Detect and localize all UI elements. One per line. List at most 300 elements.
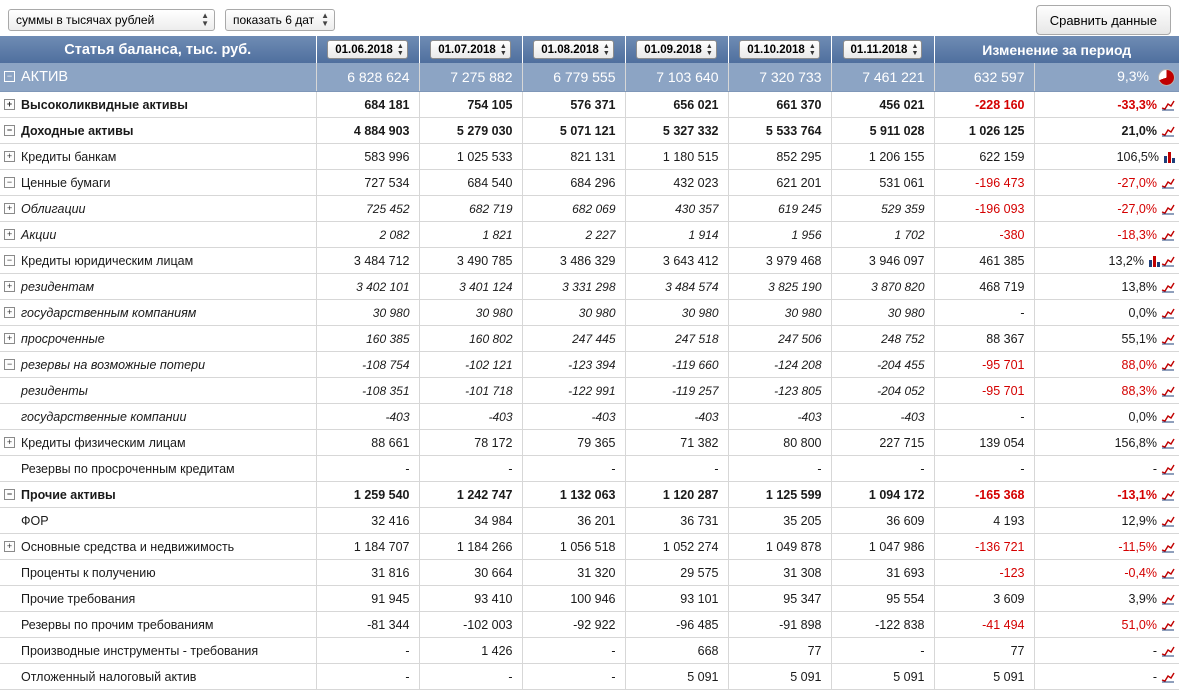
percent-value: 88,3% bbox=[1121, 383, 1157, 398]
table-row[interactable] bbox=[0, 638, 1179, 664]
change-value-cell: -196 473 bbox=[934, 170, 1034, 196]
collapse-toggle[interactable]: − bbox=[4, 489, 15, 500]
change-value-cell: -95 701 bbox=[934, 352, 1034, 378]
value-cell: 430 357 bbox=[625, 196, 728, 222]
table-row[interactable] bbox=[0, 612, 1179, 638]
sparkline-icon bbox=[1162, 282, 1175, 293]
sparkline-icon bbox=[1162, 620, 1175, 631]
value-cell: -102 003 bbox=[419, 612, 522, 638]
value-cell: 1 206 155 bbox=[831, 144, 934, 170]
percent-value: 9,3% bbox=[1117, 68, 1149, 85]
change-value-cell: 77 bbox=[934, 638, 1034, 664]
change-percent-cell bbox=[1034, 534, 1179, 560]
expand-toggle[interactable]: + bbox=[4, 281, 15, 292]
sparkline-icon bbox=[1162, 308, 1175, 319]
value-cell: 1 184 266 bbox=[419, 534, 522, 560]
row-label: Прочие активы bbox=[21, 487, 116, 502]
row-icons[interactable] bbox=[1162, 464, 1175, 475]
bar-chart-icon bbox=[1149, 256, 1160, 267]
change-value-cell: 468 719 bbox=[934, 274, 1034, 300]
amount-units-value: суммы в тысячах рублей bbox=[16, 13, 155, 27]
row-icons[interactable] bbox=[1162, 126, 1175, 137]
header-date-1[interactable] bbox=[419, 36, 522, 63]
percent-value: -27,0% bbox=[1117, 175, 1157, 190]
change-value-cell: -165 368 bbox=[934, 482, 1034, 508]
row-label: Проценты к получению bbox=[21, 565, 156, 580]
percent-value: 13,8% bbox=[1121, 279, 1157, 294]
table-row[interactable] bbox=[0, 482, 1179, 508]
chevron-updown-icon: ▲ ▼ bbox=[396, 42, 404, 57]
chevron-updown-icon: ▲ ▼ bbox=[705, 42, 713, 57]
change-value-cell: 461 385 bbox=[934, 248, 1034, 274]
value-cell: 247 518 bbox=[625, 326, 728, 352]
value-cell: 3 484 574 bbox=[625, 274, 728, 300]
value-cell: 1 242 747 bbox=[419, 482, 522, 508]
percent-value: - bbox=[1152, 669, 1157, 684]
value-cell: 95 554 bbox=[831, 586, 934, 612]
header-row bbox=[0, 36, 1179, 63]
value-cell: 725 452 bbox=[316, 196, 419, 222]
value-cell: 456 021 bbox=[831, 92, 934, 118]
sparkline-icon bbox=[1162, 360, 1175, 371]
value-cell: -108 351 bbox=[316, 378, 419, 404]
header-date-0[interactable] bbox=[316, 36, 419, 63]
row-label: Основные средства и недвижимость bbox=[21, 539, 235, 554]
table-row[interactable] bbox=[0, 118, 1179, 144]
change-value-cell: - bbox=[934, 456, 1034, 482]
row-icons[interactable] bbox=[1154, 69, 1175, 86]
expand-toggle[interactable]: + bbox=[4, 203, 15, 214]
row-icons[interactable] bbox=[1162, 438, 1175, 449]
value-cell: 7 461 221 bbox=[831, 63, 934, 92]
change-percent-cell bbox=[1034, 664, 1179, 690]
date-value: 01.11.2018 bbox=[850, 43, 908, 56]
row-label: АКТИВ bbox=[21, 69, 69, 85]
sparkline-icon bbox=[1162, 100, 1175, 111]
date-value: 01.09.2018 bbox=[644, 43, 702, 56]
value-cell: 80 800 bbox=[728, 430, 831, 456]
row-label: Акции bbox=[21, 227, 57, 242]
table-row[interactable] bbox=[0, 534, 1179, 560]
row-label-cell bbox=[0, 638, 316, 664]
table-row[interactable] bbox=[0, 170, 1179, 196]
sparkline-icon bbox=[1162, 672, 1175, 683]
row-label: резиденты bbox=[21, 383, 88, 398]
expand-toggle[interactable]: + bbox=[4, 541, 15, 552]
row-label-cell bbox=[0, 482, 316, 508]
pie-chart-icon bbox=[1158, 69, 1175, 86]
value-cell: 227 715 bbox=[831, 430, 934, 456]
expand-toggle[interactable]: + bbox=[4, 229, 15, 240]
value-cell: 29 575 bbox=[625, 560, 728, 586]
value-cell: 5 091 bbox=[625, 664, 728, 690]
row-icons[interactable] bbox=[1162, 620, 1175, 631]
value-cell: 31 308 bbox=[728, 560, 831, 586]
percent-value: -13,1% bbox=[1117, 487, 1157, 502]
collapse-toggle[interactable]: − bbox=[4, 125, 15, 136]
expand-toggle[interactable]: + bbox=[4, 437, 15, 448]
value-cell: 91 945 bbox=[316, 586, 419, 612]
row-icons[interactable] bbox=[1164, 152, 1175, 163]
change-value-cell: 622 159 bbox=[934, 144, 1034, 170]
table-row[interactable] bbox=[0, 456, 1179, 482]
table-header bbox=[0, 36, 1179, 63]
value-cell: 3 486 329 bbox=[522, 248, 625, 274]
row-label-cell bbox=[0, 378, 316, 404]
table-row[interactable] bbox=[0, 586, 1179, 612]
table-row[interactable] bbox=[0, 664, 1179, 690]
row-label-cell bbox=[0, 92, 316, 118]
value-cell: 1 120 287 bbox=[625, 482, 728, 508]
row-icons[interactable] bbox=[1162, 360, 1175, 371]
header-date-5[interactable] bbox=[831, 36, 934, 63]
value-cell: - bbox=[831, 638, 934, 664]
table-row[interactable] bbox=[0, 144, 1179, 170]
toolbar bbox=[0, 0, 1179, 36]
value-cell: 31 320 bbox=[522, 560, 625, 586]
value-cell: 619 245 bbox=[728, 196, 831, 222]
date-value: 01.06.2018 bbox=[335, 43, 393, 56]
sparkline-icon bbox=[1162, 490, 1175, 501]
value-cell: 79 365 bbox=[522, 430, 625, 456]
table-row[interactable] bbox=[0, 274, 1179, 300]
sparkline-icon bbox=[1162, 568, 1175, 579]
value-cell: -119 257 bbox=[625, 378, 728, 404]
sparkline-icon bbox=[1162, 334, 1175, 345]
table-row[interactable] bbox=[0, 92, 1179, 118]
change-value-cell: 5 091 bbox=[934, 664, 1034, 690]
value-cell: 6 779 555 bbox=[522, 63, 625, 92]
value-cell: 3 946 097 bbox=[831, 248, 934, 274]
row-label: резидентам bbox=[21, 279, 95, 294]
row-label-cell bbox=[0, 534, 316, 560]
percent-value: 0,0% bbox=[1128, 409, 1157, 424]
row-label-cell bbox=[0, 508, 316, 534]
value-cell: 36 201 bbox=[522, 508, 625, 534]
value-cell: 36 609 bbox=[831, 508, 934, 534]
change-value-cell: -228 160 bbox=[934, 92, 1034, 118]
value-cell: 30 980 bbox=[419, 300, 522, 326]
sparkline-icon bbox=[1162, 178, 1175, 189]
row-icons[interactable] bbox=[1162, 412, 1175, 423]
value-cell: 100 946 bbox=[522, 586, 625, 612]
change-percent-cell bbox=[1034, 638, 1179, 664]
value-cell: 88 661 bbox=[316, 430, 419, 456]
row-label: Кредиты банкам bbox=[21, 149, 117, 164]
value-cell: - bbox=[316, 664, 419, 690]
bar-chart-icon bbox=[1164, 152, 1175, 163]
change-percent-cell bbox=[1034, 300, 1179, 326]
change-percent-cell bbox=[1034, 170, 1179, 196]
date-picker-3[interactable] bbox=[636, 40, 717, 59]
value-cell: -119 660 bbox=[625, 352, 728, 378]
value-cell: 1 025 533 bbox=[419, 144, 522, 170]
header-date-2[interactable] bbox=[522, 36, 625, 63]
collapse-toggle[interactable]: − bbox=[4, 71, 15, 82]
value-cell: 684 296 bbox=[522, 170, 625, 196]
value-cell: - bbox=[831, 456, 934, 482]
value-cell: 7 103 640 bbox=[625, 63, 728, 92]
row-icons[interactable] bbox=[1162, 204, 1175, 215]
sparkline-icon bbox=[1162, 646, 1175, 657]
value-cell: 3 401 124 bbox=[419, 274, 522, 300]
change-value-cell: -41 494 bbox=[934, 612, 1034, 638]
row-label-cell bbox=[0, 456, 316, 482]
change-percent-cell bbox=[1034, 63, 1179, 92]
value-cell: 821 131 bbox=[522, 144, 625, 170]
value-cell: - bbox=[522, 456, 625, 482]
dates-count-select[interactable] bbox=[225, 9, 335, 31]
value-cell: 5 071 121 bbox=[522, 118, 625, 144]
value-cell: 1 184 707 bbox=[316, 534, 419, 560]
value-cell: 3 490 785 bbox=[419, 248, 522, 274]
value-cell: 78 172 bbox=[419, 430, 522, 456]
expand-toggle[interactable]: + bbox=[4, 333, 15, 344]
compare-data-button[interactable]: Сравнить данные bbox=[1036, 5, 1171, 35]
row-icons[interactable] bbox=[1162, 178, 1175, 189]
value-cell: 1 702 bbox=[831, 222, 934, 248]
row-icons[interactable] bbox=[1162, 282, 1175, 293]
value-cell: -204 052 bbox=[831, 378, 934, 404]
sparkline-icon bbox=[1162, 386, 1175, 397]
chevron-updown-icon: ▲ ▼ bbox=[499, 42, 507, 57]
value-cell: 656 021 bbox=[625, 92, 728, 118]
row-icons[interactable] bbox=[1162, 646, 1175, 657]
value-cell: - bbox=[316, 638, 419, 664]
chevron-updown-icon: ▲ ▼ bbox=[808, 42, 816, 57]
row-icons[interactable] bbox=[1162, 490, 1175, 501]
row-icons[interactable] bbox=[1162, 230, 1175, 241]
value-cell: 5 279 030 bbox=[419, 118, 522, 144]
collapse-toggle[interactable]: − bbox=[4, 359, 15, 370]
row-icons[interactable] bbox=[1162, 594, 1175, 605]
change-value-cell: - bbox=[934, 404, 1034, 430]
percent-value: 13,2% bbox=[1108, 253, 1144, 268]
row-label: Облигации bbox=[21, 201, 86, 216]
percent-value: -27,0% bbox=[1117, 201, 1157, 216]
row-label-cell bbox=[0, 144, 316, 170]
value-cell: 30 980 bbox=[831, 300, 934, 326]
change-value-cell: -95 701 bbox=[934, 378, 1034, 404]
chevron-updown-icon: ▲ ▼ bbox=[201, 11, 209, 28]
date-picker-5[interactable] bbox=[843, 40, 923, 59]
value-cell: - bbox=[625, 456, 728, 482]
row-icons[interactable] bbox=[1162, 334, 1175, 345]
collapse-toggle[interactable]: − bbox=[4, 255, 15, 266]
table-row[interactable] bbox=[0, 430, 1179, 456]
value-cell: -403 bbox=[419, 404, 522, 430]
row-label: Резервы по прочим требованиям bbox=[21, 617, 214, 632]
value-cell: 7 320 733 bbox=[728, 63, 831, 92]
chevron-updown-icon: ▲ ▼ bbox=[911, 42, 919, 57]
row-icons[interactable] bbox=[1162, 672, 1175, 683]
value-cell: -403 bbox=[625, 404, 728, 430]
chevron-updown-icon: ▲ ▼ bbox=[602, 42, 610, 57]
expand-toggle[interactable]: + bbox=[4, 99, 15, 110]
row-label: просроченные bbox=[21, 331, 105, 346]
value-cell: 621 201 bbox=[728, 170, 831, 196]
sparkline-icon bbox=[1162, 230, 1175, 241]
change-percent-cell bbox=[1034, 482, 1179, 508]
table-row[interactable] bbox=[0, 352, 1179, 378]
table-row[interactable] bbox=[0, 378, 1179, 404]
value-cell: 3 870 820 bbox=[831, 274, 934, 300]
change-percent-cell bbox=[1034, 352, 1179, 378]
row-label-cell bbox=[0, 222, 316, 248]
row-label: Кредиты юридическим лицам bbox=[21, 253, 194, 268]
value-cell: 77 bbox=[728, 638, 831, 664]
value-cell: 1 180 515 bbox=[625, 144, 728, 170]
row-label-cell bbox=[0, 170, 316, 196]
row-label-cell bbox=[0, 586, 316, 612]
row-label-cell bbox=[0, 612, 316, 638]
date-picker-4[interactable] bbox=[739, 40, 820, 59]
table-row[interactable] bbox=[0, 222, 1179, 248]
date-picker-2[interactable] bbox=[533, 40, 614, 59]
percent-value: 55,1% bbox=[1121, 331, 1157, 346]
value-cell: -403 bbox=[522, 404, 625, 430]
value-cell: 247 445 bbox=[522, 326, 625, 352]
value-cell: -102 121 bbox=[419, 352, 522, 378]
table-row[interactable] bbox=[0, 560, 1179, 586]
date-value: 01.07.2018 bbox=[438, 43, 496, 56]
value-cell: 71 382 bbox=[625, 430, 728, 456]
value-cell: 754 105 bbox=[419, 92, 522, 118]
table-row[interactable] bbox=[0, 248, 1179, 274]
percent-value: 106,5% bbox=[1116, 149, 1159, 164]
expand-toggle[interactable]: + bbox=[4, 307, 15, 318]
value-cell: 1 047 986 bbox=[831, 534, 934, 560]
table-row[interactable] bbox=[0, 196, 1179, 222]
change-value-cell: 88 367 bbox=[934, 326, 1034, 352]
sparkline-icon bbox=[1162, 126, 1175, 137]
value-cell: 661 370 bbox=[728, 92, 831, 118]
percent-value: 156,8% bbox=[1114, 435, 1157, 450]
value-cell: 3 402 101 bbox=[316, 274, 419, 300]
change-percent-cell bbox=[1034, 326, 1179, 352]
value-cell: 1 094 172 bbox=[831, 482, 934, 508]
change-percent-cell bbox=[1034, 508, 1179, 534]
change-value-cell: -123 bbox=[934, 560, 1034, 586]
collapse-toggle[interactable]: − bbox=[4, 177, 15, 188]
value-cell: 1 132 063 bbox=[522, 482, 625, 508]
value-cell: -122 838 bbox=[831, 612, 934, 638]
value-cell: - bbox=[419, 456, 522, 482]
table-row[interactable] bbox=[0, 63, 1179, 92]
row-icons[interactable] bbox=[1162, 516, 1175, 527]
value-cell: 34 984 bbox=[419, 508, 522, 534]
change-percent-cell bbox=[1034, 378, 1179, 404]
change-percent-cell bbox=[1034, 92, 1179, 118]
change-value-cell: -380 bbox=[934, 222, 1034, 248]
table-row[interactable] bbox=[0, 508, 1179, 534]
change-percent-cell bbox=[1034, 404, 1179, 430]
row-label: Кредиты физическим лицам bbox=[21, 435, 186, 450]
row-icons[interactable] bbox=[1162, 568, 1175, 579]
row-icons[interactable] bbox=[1162, 542, 1175, 553]
value-cell: 1 125 599 bbox=[728, 482, 831, 508]
value-cell: 93 101 bbox=[625, 586, 728, 612]
row-label: государственные компании bbox=[21, 409, 187, 424]
percent-value: 3,9% bbox=[1128, 591, 1157, 606]
value-cell: 30 664 bbox=[419, 560, 522, 586]
value-cell: 3 979 468 bbox=[728, 248, 831, 274]
header-date-3[interactable] bbox=[625, 36, 728, 63]
value-cell: -108 754 bbox=[316, 352, 419, 378]
sparkline-icon bbox=[1162, 412, 1175, 423]
value-cell: 30 980 bbox=[522, 300, 625, 326]
value-cell: -123 805 bbox=[728, 378, 831, 404]
value-cell: -101 718 bbox=[419, 378, 522, 404]
change-value-cell: 4 193 bbox=[934, 508, 1034, 534]
percent-value: -33,3% bbox=[1117, 97, 1157, 112]
value-cell: 852 295 bbox=[728, 144, 831, 170]
value-cell: -124 208 bbox=[728, 352, 831, 378]
row-label: резервы на возможные потери bbox=[21, 357, 206, 372]
value-cell: - bbox=[728, 456, 831, 482]
sparkline-icon bbox=[1162, 204, 1175, 215]
table-row[interactable] bbox=[0, 300, 1179, 326]
value-cell: 7 275 882 bbox=[419, 63, 522, 92]
change-value-cell: 139 054 bbox=[934, 430, 1034, 456]
value-cell: 30 980 bbox=[316, 300, 419, 326]
change-percent-cell bbox=[1034, 144, 1179, 170]
percent-value: -18,3% bbox=[1117, 227, 1157, 242]
value-cell: 531 061 bbox=[831, 170, 934, 196]
value-cell: 1 914 bbox=[625, 222, 728, 248]
value-cell: 3 825 190 bbox=[728, 274, 831, 300]
change-value-cell: -196 093 bbox=[934, 196, 1034, 222]
date-picker-0[interactable] bbox=[327, 40, 408, 59]
value-cell: 576 371 bbox=[522, 92, 625, 118]
change-percent-cell bbox=[1034, 430, 1179, 456]
header-date-4[interactable] bbox=[728, 36, 831, 63]
expand-toggle[interactable]: + bbox=[4, 151, 15, 162]
row-icons[interactable] bbox=[1162, 386, 1175, 397]
value-cell: 529 359 bbox=[831, 196, 934, 222]
chevron-updown-icon: ▲ ▼ bbox=[321, 11, 329, 28]
table-row[interactable] bbox=[0, 404, 1179, 430]
amount-units-select[interactable] bbox=[8, 9, 215, 31]
row-icons[interactable] bbox=[1149, 256, 1175, 267]
balance-table bbox=[0, 36, 1179, 690]
date-value: 01.08.2018 bbox=[541, 43, 599, 56]
value-cell: 2 082 bbox=[316, 222, 419, 248]
row-label-cell bbox=[0, 326, 316, 352]
value-cell: 35 205 bbox=[728, 508, 831, 534]
value-cell: 5 091 bbox=[831, 664, 934, 690]
value-cell: 1 049 878 bbox=[728, 534, 831, 560]
row-icons[interactable] bbox=[1162, 308, 1175, 319]
value-cell: 5 533 764 bbox=[728, 118, 831, 144]
percent-value: -11,5% bbox=[1118, 539, 1157, 554]
value-cell: -403 bbox=[316, 404, 419, 430]
row-label-cell bbox=[0, 274, 316, 300]
value-cell: 1 056 518 bbox=[522, 534, 625, 560]
value-cell: 6 828 624 bbox=[316, 63, 419, 92]
row-label: ФОР bbox=[21, 513, 49, 528]
value-cell: 5 911 028 bbox=[831, 118, 934, 144]
value-cell: 4 884 903 bbox=[316, 118, 419, 144]
date-picker-1[interactable] bbox=[430, 40, 511, 59]
value-cell: 248 752 bbox=[831, 326, 934, 352]
value-cell: -122 991 bbox=[522, 378, 625, 404]
value-cell: 30 980 bbox=[728, 300, 831, 326]
change-percent-cell bbox=[1034, 456, 1179, 482]
value-cell: - bbox=[522, 664, 625, 690]
table-row[interactable] bbox=[0, 326, 1179, 352]
row-icons[interactable] bbox=[1162, 100, 1175, 111]
